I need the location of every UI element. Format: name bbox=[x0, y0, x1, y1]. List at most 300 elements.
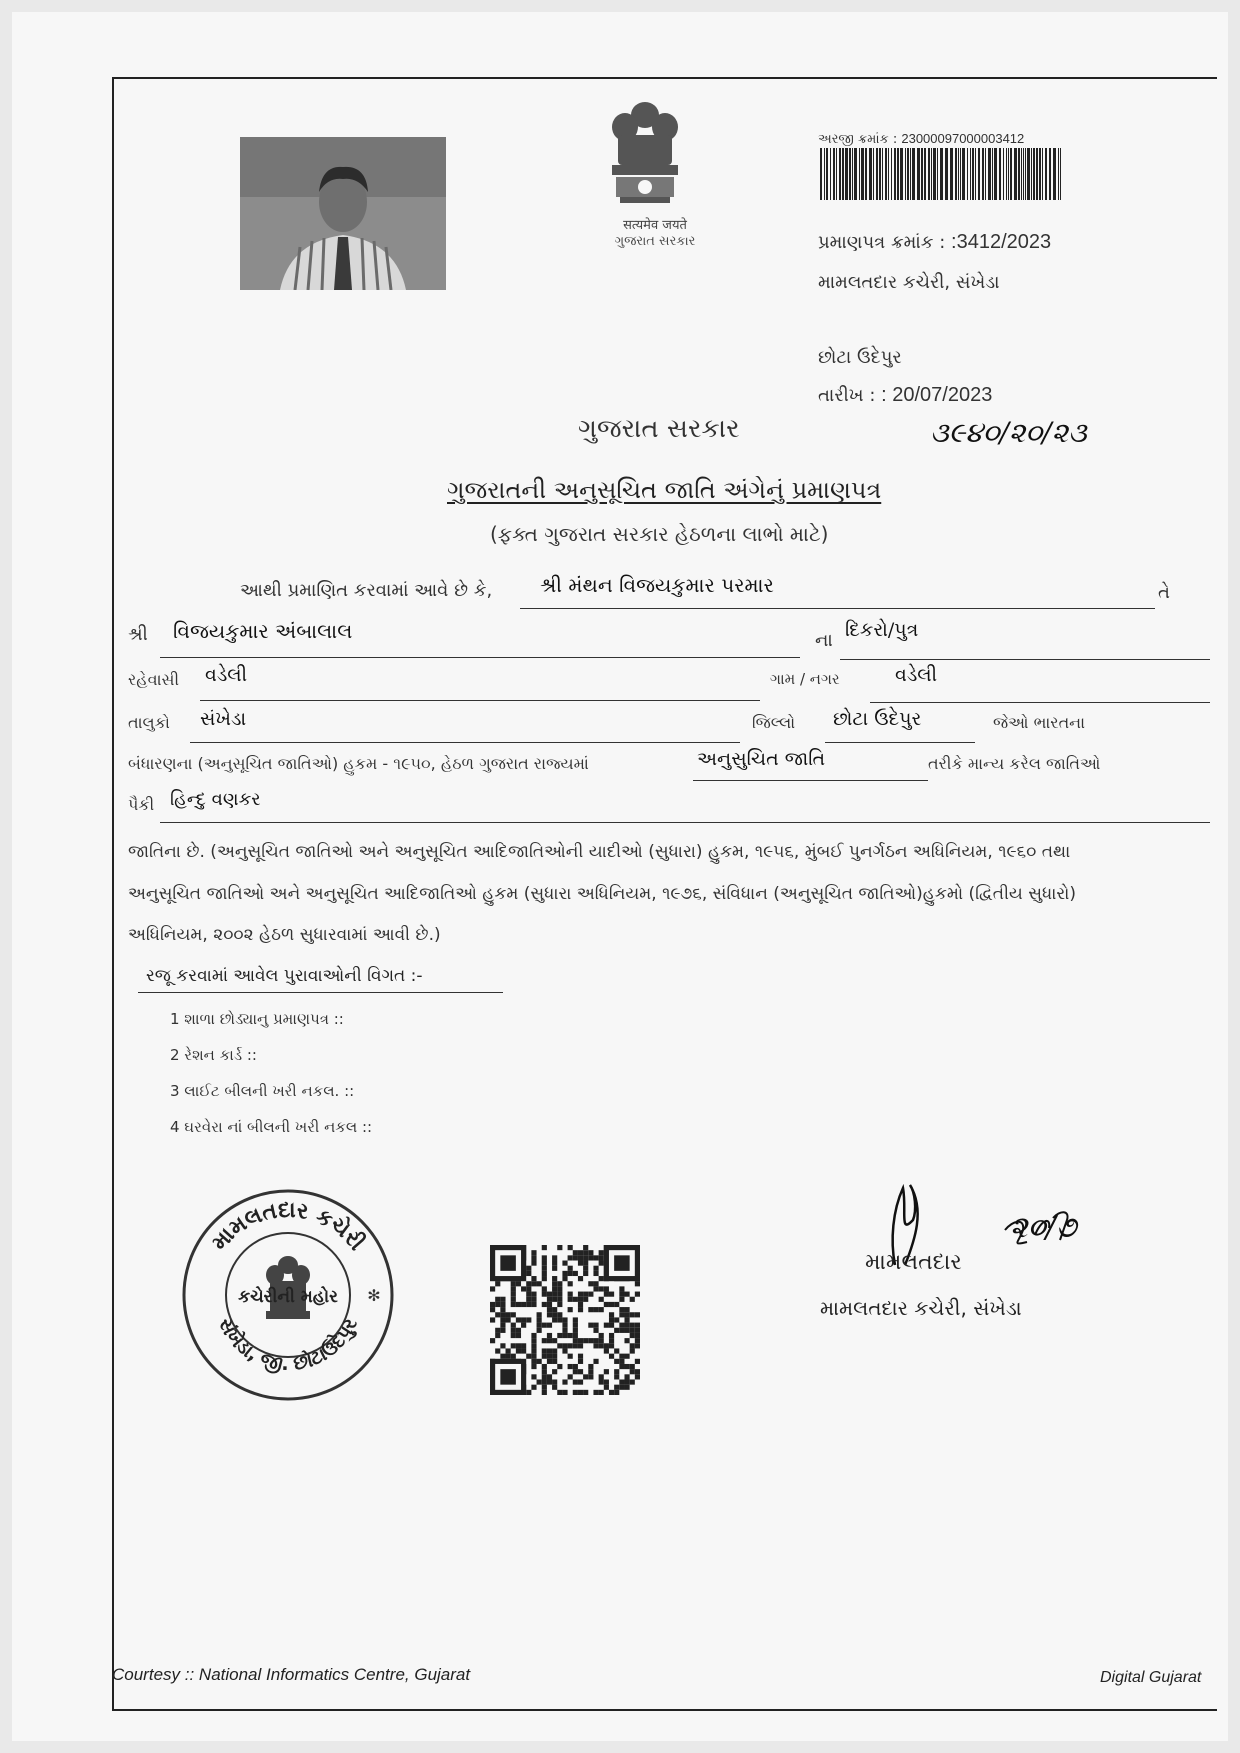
father-name-line bbox=[160, 657, 800, 658]
qr-module bbox=[542, 1338, 547, 1343]
qr-module bbox=[614, 1328, 619, 1333]
barcode-bar bbox=[1027, 148, 1030, 200]
qr-module bbox=[624, 1323, 629, 1328]
barcode-bar bbox=[852, 148, 853, 200]
qr-module bbox=[619, 1385, 624, 1390]
qr-module bbox=[588, 1338, 593, 1343]
resident-label: રહેવાસી bbox=[128, 670, 180, 689]
qr-module bbox=[619, 1292, 624, 1297]
applicant-photo bbox=[240, 137, 446, 290]
barcode-bar bbox=[833, 148, 835, 200]
qr-module bbox=[542, 1323, 547, 1328]
qr-module bbox=[531, 1385, 536, 1390]
qr-module bbox=[614, 1385, 619, 1390]
signature-hand-note: ૨૦/૭ bbox=[1010, 1210, 1077, 1245]
qr-module bbox=[635, 1343, 640, 1348]
certificate-title: ગુજરાતની અનુસૂચિત જાતિ અંગેનું પ્રમાણપત્ર bbox=[447, 476, 882, 504]
qr-module bbox=[593, 1307, 598, 1312]
barcode-bar bbox=[1018, 148, 1020, 200]
qr-module bbox=[526, 1271, 531, 1276]
qr-module bbox=[547, 1297, 552, 1302]
india-label: જેઓ ભારતના bbox=[993, 713, 1086, 732]
signatory-office: મામલતદાર કચેરી, સંખેડા bbox=[820, 1296, 1022, 1320]
qr-module bbox=[568, 1245, 573, 1250]
qr-module bbox=[495, 1312, 500, 1317]
evidence-heading: રજૂ કરવામાં આવેલ પુરાવાઓની વિગત :- bbox=[146, 966, 423, 986]
certificate-subtitle: (ફક્ત ગુજરાત સરકાર હેઠળના લાભો માટે) bbox=[490, 522, 829, 546]
qr-module bbox=[537, 1379, 542, 1384]
barcode-bar bbox=[876, 148, 878, 200]
qr-module bbox=[630, 1312, 635, 1317]
barcode-bar bbox=[830, 148, 831, 200]
caste-line bbox=[160, 822, 1210, 823]
barcode-bar bbox=[888, 148, 889, 200]
qr-module bbox=[516, 1302, 521, 1307]
qr-module bbox=[542, 1245, 547, 1250]
qr-module bbox=[547, 1333, 552, 1338]
qr-module bbox=[537, 1359, 542, 1364]
seal-bottom-text: સંખેડા, જી. છોટાઉદેપુર bbox=[213, 1314, 362, 1376]
qr-module bbox=[599, 1379, 604, 1384]
qr-module bbox=[568, 1292, 573, 1297]
qr-module bbox=[604, 1323, 609, 1328]
qr-module bbox=[624, 1338, 629, 1343]
barcode-bar bbox=[970, 148, 971, 200]
barcode-bar bbox=[994, 148, 997, 200]
qr-module bbox=[573, 1369, 578, 1374]
qr-module bbox=[599, 1286, 604, 1291]
taluka-label: તાલુકો bbox=[128, 713, 170, 732]
qr-module bbox=[599, 1255, 604, 1260]
qr-module bbox=[490, 1317, 495, 1322]
qr-module bbox=[537, 1323, 542, 1328]
qr-module bbox=[511, 1328, 516, 1333]
barcode-bar bbox=[999, 148, 1001, 200]
qr-module bbox=[573, 1323, 578, 1328]
lion-capital-icon bbox=[600, 97, 690, 212]
qr-module bbox=[593, 1323, 598, 1328]
qr-module bbox=[531, 1348, 536, 1353]
footer-courtesy: Courtesy :: National Informatics Centre, Gujarat bbox=[112, 1665, 471, 1684]
qr-module bbox=[542, 1266, 547, 1271]
barcode-bar bbox=[1031, 148, 1032, 200]
paragraph-line-3: અધિનિયમ, ૨૦૦૨ હેઠળ સુધારવામાં આવી છે.) bbox=[128, 925, 441, 945]
barcode-bar bbox=[978, 148, 980, 200]
qr-module bbox=[562, 1390, 567, 1395]
barcode-bar bbox=[891, 148, 892, 200]
handwritten-reference: ૩૯૪૦/૨૦/૨૩ bbox=[930, 416, 1087, 449]
qr-module bbox=[609, 1338, 614, 1343]
qr-module bbox=[578, 1261, 583, 1266]
qr-module bbox=[578, 1297, 583, 1302]
qr-module bbox=[531, 1297, 536, 1302]
barcode-bar bbox=[975, 148, 976, 200]
barcode-bar bbox=[854, 148, 857, 200]
qr-module bbox=[562, 1379, 567, 1384]
qr-module bbox=[552, 1261, 557, 1266]
qr-module bbox=[542, 1302, 547, 1307]
qr-module bbox=[500, 1323, 505, 1328]
barcode-bar bbox=[921, 148, 923, 200]
qr-module bbox=[552, 1276, 557, 1281]
qr-module bbox=[568, 1255, 573, 1260]
qr-module bbox=[599, 1338, 604, 1343]
qr-module bbox=[614, 1359, 619, 1364]
qr-module bbox=[547, 1348, 552, 1353]
barcode-bar bbox=[982, 148, 984, 200]
barcode-bar bbox=[1021, 148, 1022, 200]
qr-module bbox=[516, 1333, 521, 1338]
qr-module bbox=[635, 1369, 640, 1374]
barcode-bar bbox=[865, 148, 867, 200]
qr-module bbox=[599, 1261, 604, 1266]
barcode-bar bbox=[924, 148, 926, 200]
qr-module bbox=[604, 1379, 609, 1384]
barcode-bar bbox=[861, 148, 864, 200]
barcode-bar bbox=[885, 148, 887, 200]
district-line bbox=[825, 742, 975, 743]
qr-module bbox=[506, 1312, 511, 1317]
barcode-bar bbox=[1058, 148, 1059, 200]
qr-module bbox=[511, 1343, 516, 1348]
qr-module bbox=[635, 1323, 640, 1328]
qr-module bbox=[547, 1379, 552, 1384]
qr-module bbox=[547, 1374, 552, 1379]
qr-module bbox=[526, 1297, 531, 1302]
evidence-heading-line bbox=[138, 992, 503, 993]
qr-module bbox=[619, 1354, 624, 1359]
barcode-bar bbox=[839, 148, 841, 200]
qr-finder bbox=[614, 1255, 630, 1271]
qr-module bbox=[588, 1364, 593, 1369]
te-label: તે bbox=[1158, 582, 1170, 603]
qr-module bbox=[490, 1338, 495, 1343]
qr-module bbox=[630, 1348, 635, 1353]
qr-module bbox=[542, 1379, 547, 1384]
qr-module bbox=[599, 1297, 604, 1302]
qr-module bbox=[542, 1348, 547, 1353]
village-label: ગામ / નગર bbox=[770, 670, 840, 688]
district-value: છોટા ઉદેપુર bbox=[833, 708, 922, 730]
qr-module bbox=[526, 1281, 531, 1286]
qr-module bbox=[557, 1343, 562, 1348]
order-text: બંધારણના (અનુસૂચિત જાતિઓ) હુકમ - ૧૯૫૦, હેઠળ ગુજરાત રાજ્યમાં bbox=[128, 754, 589, 773]
qr-module bbox=[635, 1374, 640, 1379]
qr-module bbox=[593, 1271, 598, 1276]
barcode-bar bbox=[1008, 148, 1009, 200]
qr-module bbox=[516, 1348, 521, 1353]
qr-module bbox=[511, 1302, 516, 1307]
qr-module bbox=[630, 1297, 635, 1302]
emblem-state: ગુજરાત સરકાર bbox=[614, 234, 696, 249]
barcode-bar bbox=[882, 148, 883, 200]
barcode-bar bbox=[955, 148, 957, 200]
qr-module bbox=[573, 1390, 578, 1395]
barcode-bar bbox=[845, 148, 848, 200]
qr-module bbox=[573, 1250, 578, 1255]
qr-module bbox=[531, 1364, 536, 1369]
qr-module bbox=[573, 1364, 578, 1369]
qr-module bbox=[568, 1266, 573, 1271]
evidence-item: 1 શાળા છોડ્યાનુ પ્રમાણપત્ર :: bbox=[170, 1010, 344, 1028]
qr-module bbox=[578, 1390, 583, 1395]
barcode-bar bbox=[1036, 148, 1038, 200]
qr-module bbox=[619, 1364, 624, 1369]
qr-module bbox=[593, 1281, 598, 1286]
barcode-bar bbox=[950, 148, 953, 200]
barcode-bar bbox=[1014, 148, 1017, 200]
village-line bbox=[870, 702, 1210, 703]
barcode-bar bbox=[940, 148, 943, 200]
qr-finder bbox=[500, 1255, 516, 1271]
qr-module bbox=[635, 1328, 640, 1333]
barcode-bar bbox=[859, 148, 860, 200]
qr-module bbox=[599, 1333, 604, 1338]
qr-module bbox=[506, 1354, 511, 1359]
qr-module bbox=[614, 1302, 619, 1307]
qr-module bbox=[630, 1364, 635, 1369]
qr-module bbox=[557, 1297, 562, 1302]
qr-module bbox=[547, 1302, 552, 1307]
qr-module bbox=[568, 1271, 573, 1276]
qr-module bbox=[542, 1271, 547, 1276]
barcode-bar bbox=[928, 148, 930, 200]
qr-module bbox=[630, 1343, 635, 1348]
qr-module bbox=[578, 1338, 583, 1343]
qr-module bbox=[624, 1292, 629, 1297]
qr-module bbox=[573, 1343, 578, 1348]
qr-module bbox=[568, 1374, 573, 1379]
signatory-designation: મામલતદાર bbox=[865, 1250, 962, 1275]
qr-module bbox=[583, 1271, 588, 1276]
qr-module bbox=[542, 1255, 547, 1260]
qr-module bbox=[588, 1281, 593, 1286]
qr-module bbox=[557, 1333, 562, 1338]
qr-module bbox=[609, 1323, 614, 1328]
paragraph-line-1: જાતિના છે. (અનુસૂચિત જાતિઓ અને અનુસૂચિત આદિજાતિઓની યાદીઓ (સુધારા) હુકમ, ૧૯૫૬, મુંબઈ પુનર્ગઠન અધિનિયમ, ૧૯૬૦ તથા bbox=[128, 842, 1071, 862]
qr-module bbox=[552, 1385, 557, 1390]
qr-module bbox=[531, 1354, 536, 1359]
qr-module bbox=[495, 1297, 500, 1302]
qr-module bbox=[531, 1333, 536, 1338]
qr-module bbox=[588, 1250, 593, 1255]
qr-module bbox=[583, 1245, 588, 1250]
qr-module bbox=[624, 1364, 629, 1369]
qr-module bbox=[562, 1276, 567, 1281]
qr-module bbox=[619, 1328, 624, 1333]
qr-module bbox=[516, 1328, 521, 1333]
qr-module bbox=[630, 1369, 635, 1374]
barcode-bar bbox=[960, 148, 961, 200]
seal-top-text: મામલતદાર કચેરી bbox=[207, 1197, 369, 1256]
qr-module bbox=[614, 1317, 619, 1322]
qr-module bbox=[604, 1369, 609, 1374]
qr-module bbox=[593, 1359, 598, 1364]
barcode-bar bbox=[910, 148, 911, 200]
qr-module bbox=[490, 1307, 495, 1312]
barcode-bar bbox=[1010, 148, 1012, 200]
qr-module bbox=[624, 1312, 629, 1317]
qr-module bbox=[521, 1286, 526, 1291]
qr-module bbox=[573, 1333, 578, 1338]
qr-module bbox=[593, 1338, 598, 1343]
qr-module bbox=[619, 1323, 624, 1328]
qr-module bbox=[578, 1255, 583, 1260]
relation-value: દિકરો/પુત્ર bbox=[845, 619, 919, 641]
barcode-bar bbox=[869, 148, 872, 200]
qr-module bbox=[542, 1276, 547, 1281]
qr-module bbox=[588, 1292, 593, 1297]
barcode-bar bbox=[933, 148, 936, 200]
seal-middle-text: કચેરીની મહોર bbox=[238, 1287, 338, 1307]
qr-module bbox=[624, 1328, 629, 1333]
qr-module bbox=[630, 1323, 635, 1328]
qr-module bbox=[619, 1286, 624, 1291]
qr-module bbox=[624, 1374, 629, 1379]
qr-module bbox=[609, 1312, 614, 1317]
barcode-bar bbox=[1025, 148, 1026, 200]
qr-module bbox=[568, 1297, 573, 1302]
qr-module bbox=[531, 1302, 536, 1307]
barcode-bar bbox=[1033, 148, 1035, 200]
qr-module bbox=[635, 1292, 640, 1297]
qr-module bbox=[568, 1333, 573, 1338]
qr-module bbox=[521, 1348, 526, 1353]
footer-brand: Digital Gujarat bbox=[1100, 1669, 1202, 1686]
qr-module bbox=[583, 1374, 588, 1379]
qr-module bbox=[588, 1374, 593, 1379]
barcode-bar bbox=[1053, 148, 1056, 200]
qr-module bbox=[604, 1302, 609, 1307]
qr-module bbox=[537, 1281, 542, 1286]
qr-module bbox=[562, 1348, 567, 1353]
among-label: પૈકી bbox=[128, 795, 155, 814]
barcode-bar bbox=[992, 148, 993, 200]
qr-module bbox=[609, 1302, 614, 1307]
qr-module bbox=[552, 1379, 557, 1384]
barcode-bar bbox=[1045, 148, 1047, 200]
certificate-number bbox=[818, 231, 1051, 254]
qr-module bbox=[635, 1338, 640, 1343]
qr-module bbox=[593, 1328, 598, 1333]
qr-module bbox=[557, 1281, 562, 1286]
qr-module bbox=[624, 1385, 629, 1390]
person-name: શ્રી મંથન વિજયકુમાર પરમાર bbox=[540, 573, 774, 597]
barcode-bar bbox=[972, 148, 974, 200]
qr-module bbox=[578, 1250, 583, 1255]
qr-module bbox=[552, 1354, 557, 1359]
qr-module bbox=[593, 1286, 598, 1291]
qr-module bbox=[573, 1271, 578, 1276]
qr-module bbox=[568, 1354, 573, 1359]
qr-module bbox=[609, 1333, 614, 1338]
qr-module bbox=[506, 1317, 511, 1322]
qr-module bbox=[500, 1312, 505, 1317]
state-emblem bbox=[600, 97, 690, 212]
qr-module bbox=[578, 1354, 583, 1359]
qr-module bbox=[526, 1354, 531, 1359]
round-seal-icon bbox=[178, 1185, 398, 1405]
barcode-bar bbox=[1060, 148, 1061, 200]
qr-module bbox=[578, 1302, 583, 1307]
qr-module bbox=[531, 1292, 536, 1297]
qr-module bbox=[557, 1364, 562, 1369]
qr-module bbox=[635, 1312, 640, 1317]
qr-module bbox=[542, 1385, 547, 1390]
qr-module bbox=[526, 1390, 531, 1395]
qr-module bbox=[583, 1297, 588, 1302]
qr-module bbox=[573, 1328, 578, 1333]
caste-value: હિન્દુ વણકર bbox=[170, 789, 261, 810]
qr-module bbox=[630, 1328, 635, 1333]
qr-module bbox=[562, 1328, 567, 1333]
qr-module bbox=[500, 1343, 505, 1348]
taluka-value: સંખેડા bbox=[200, 708, 247, 730]
qr-module bbox=[568, 1343, 573, 1348]
qr-module bbox=[614, 1390, 619, 1395]
barcode-bar bbox=[988, 148, 991, 200]
svg-text:સંખેડા, જી. છોટાઉદેપુર bbox=[214, 1315, 362, 1377]
qr-module bbox=[495, 1281, 500, 1286]
qr-module bbox=[599, 1390, 604, 1395]
issuing-district: છોટા ઉદેપુર bbox=[818, 347, 902, 368]
qr-module bbox=[500, 1302, 505, 1307]
qr-module bbox=[630, 1379, 635, 1384]
certificate-number-label: પ્રમાણપત્ર ક્રમાંક : bbox=[818, 232, 946, 253]
qr-module bbox=[578, 1369, 583, 1374]
qr-module bbox=[609, 1292, 614, 1297]
barcode-bar bbox=[1049, 148, 1051, 200]
qr-module bbox=[573, 1255, 578, 1260]
category-line bbox=[693, 780, 928, 781]
qr-module bbox=[511, 1323, 516, 1328]
resident-line bbox=[200, 700, 760, 701]
evidence-item: 4 ઘરવેરા નાં બીલની ખરી નકલ :: bbox=[170, 1118, 373, 1136]
qr-module bbox=[578, 1276, 583, 1281]
qr-module bbox=[542, 1286, 547, 1291]
qr-module bbox=[511, 1286, 516, 1291]
barcode-bar bbox=[962, 148, 965, 200]
qr-module bbox=[619, 1312, 624, 1317]
barcode-bar bbox=[931, 148, 932, 200]
qr-module bbox=[526, 1266, 531, 1271]
qr-module bbox=[547, 1292, 552, 1297]
intro-label: આથી પ્રમાણિત કરવામાં આવે છે કે, bbox=[240, 580, 493, 601]
qr-module bbox=[537, 1317, 542, 1322]
qr-module bbox=[511, 1292, 516, 1297]
qr-module bbox=[531, 1255, 536, 1260]
barcode-bar bbox=[985, 148, 986, 200]
issue-date bbox=[818, 384, 992, 407]
qr-module bbox=[521, 1343, 526, 1348]
qr-module bbox=[531, 1338, 536, 1343]
qr-module bbox=[495, 1302, 500, 1307]
qr-module bbox=[521, 1323, 526, 1328]
qr-module bbox=[604, 1292, 609, 1297]
relation-line bbox=[840, 659, 1210, 660]
qr-module bbox=[568, 1281, 573, 1286]
qr-module bbox=[593, 1390, 598, 1395]
qr-module bbox=[562, 1317, 567, 1322]
qr-module bbox=[588, 1255, 593, 1260]
qr-module bbox=[578, 1292, 583, 1297]
qr-module bbox=[599, 1343, 604, 1348]
qr-module bbox=[511, 1333, 516, 1338]
district-label: જિલ્લો bbox=[752, 713, 796, 732]
qr-module bbox=[568, 1307, 573, 1312]
barcode-bar bbox=[836, 148, 837, 200]
qr-module bbox=[552, 1281, 557, 1286]
